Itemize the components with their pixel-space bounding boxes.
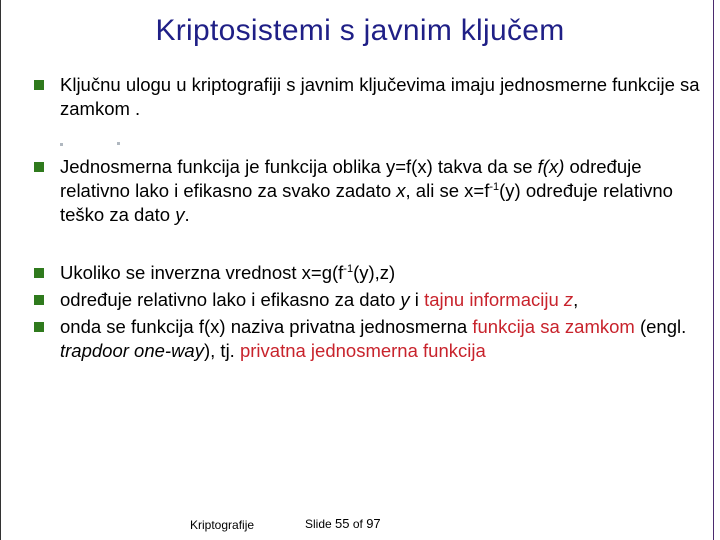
bullet-marker bbox=[34, 295, 44, 305]
bullet-marker bbox=[34, 80, 44, 90]
decorative-dot bbox=[117, 142, 120, 145]
bullet-text-4: određuje relativno lako i efikasno za dato y i tajnu informaciju z, bbox=[60, 289, 579, 310]
slide-title: Kriptosistemi s javnim ključem bbox=[155, 14, 565, 47]
bullet-text-1: Ključnu ulogu u kriptografiji s javnim ključevima imaju jednosmerne funkcije sa zamkom . bbox=[60, 74, 700, 119]
bullet-text-3: Ukoliko se inverzna vrednost $x=g(f^{-1}(y),z)$ bbox=[60, 262, 396, 283]
footer-slide-counter: Slide 55 of 97 bbox=[305, 516, 381, 531]
footer-course: Kriptografije bbox=[190, 518, 255, 532]
slide-right-border bbox=[713, 0, 714, 540]
bullet-marker bbox=[34, 162, 44, 172]
highlight-text: privatna jednosmerna funkcija bbox=[239, 340, 486, 361]
slide-left-border bbox=[0, 0, 1, 540]
bullet-text-5: onda se funkcija f(x) naziva privatna jednosmerna funkcija sa zamkom (engl. trapdoor one-way), tj. privatna jednosmerna funkcija bbox=[60, 316, 687, 361]
highlight-text: funkcija sa zamkom bbox=[472, 316, 635, 337]
bullet-text-2: Jednosmerna funkcija je funkcija oblika y=f(x) takva da se f(x) određuje relativno lako i efikasno za svako zadato x, ali se $x=f^{-1}(y)$ određuje relativno teško za dato y. bbox=[60, 156, 673, 225]
bullet-marker bbox=[34, 268, 44, 278]
highlight-text: z bbox=[563, 289, 574, 310]
bullet-marker bbox=[34, 322, 44, 332]
highlight-text: tajnu informaciju bbox=[424, 289, 564, 310]
decorative-dot bbox=[60, 143, 63, 146]
